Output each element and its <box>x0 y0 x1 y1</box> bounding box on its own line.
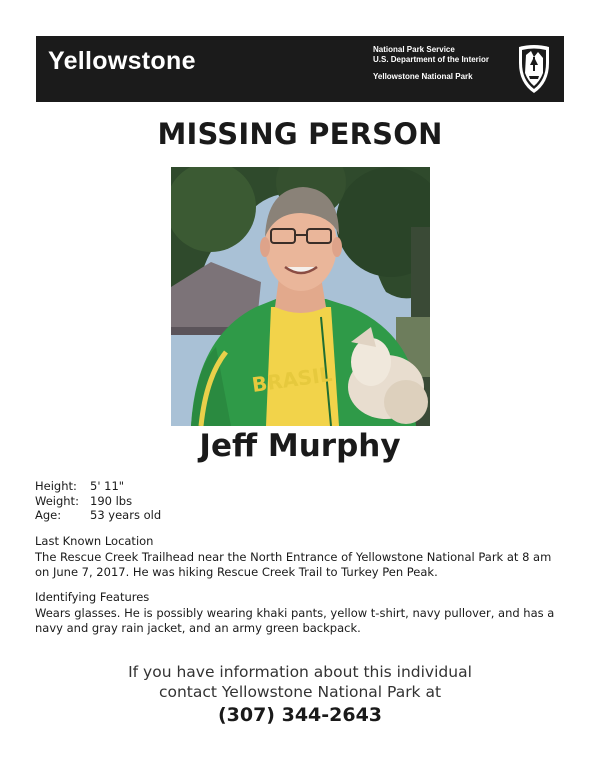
stat-row-age <box>35 508 161 523</box>
park-name: Yellowstone National Park <box>373 72 473 81</box>
shirt-text: BRASIL <box>250 361 334 397</box>
nps-header-bar <box>36 36 564 102</box>
section-text: The Rescue Creek Trailhead near the North Entrance of Yellowstone National Park at 8 am on June 7, 2017. He was hiking Rescue Creek Trail to Turkey Pen Peak. <box>35 549 552 579</box>
section-heading: Identifying Features <box>35 590 150 604</box>
section-text: Wears glasses. He is possibly wearing khaki pants, yellow t-shirt, navy pullover, and has a navy and gray rain jacket, and an army green backpack. <box>35 605 555 635</box>
contact-phone: (307) 344-2643 <box>217 704 383 726</box>
stat-value: 53 years old <box>90 508 162 522</box>
stat-label: Age: <box>35 508 62 522</box>
agency-name: National Park Service <box>373 45 455 54</box>
person-name: Jeff Murphy <box>199 428 401 464</box>
missing-person-photo <box>171 167 430 426</box>
contact-line-2: contact Yellowstone National Park at <box>158 683 442 701</box>
stat-row-weight <box>35 494 161 509</box>
physical-stats <box>35 479 161 523</box>
section-heading: Last Known Location <box>35 534 154 548</box>
last-known-location <box>35 534 565 579</box>
stat-label: Weight: <box>35 493 79 508</box>
stat-row-height <box>35 479 161 494</box>
stat-value: 190 lbs <box>90 493 133 508</box>
contact-message <box>0 662 600 702</box>
contact-line-1: If you have information about this individual <box>128 663 472 681</box>
agency-block <box>373 45 489 82</box>
department-name: U.S. Department of the Interior <box>373 55 490 64</box>
stat-value: 5' 11" <box>90 479 125 493</box>
park-brand: Yellowstone <box>48 47 196 75</box>
poster-title: MISSING PERSON <box>157 117 443 151</box>
identifying-features <box>35 590 565 635</box>
stat-label: Height: <box>35 479 77 493</box>
nps-arrowhead-logo <box>516 43 552 95</box>
